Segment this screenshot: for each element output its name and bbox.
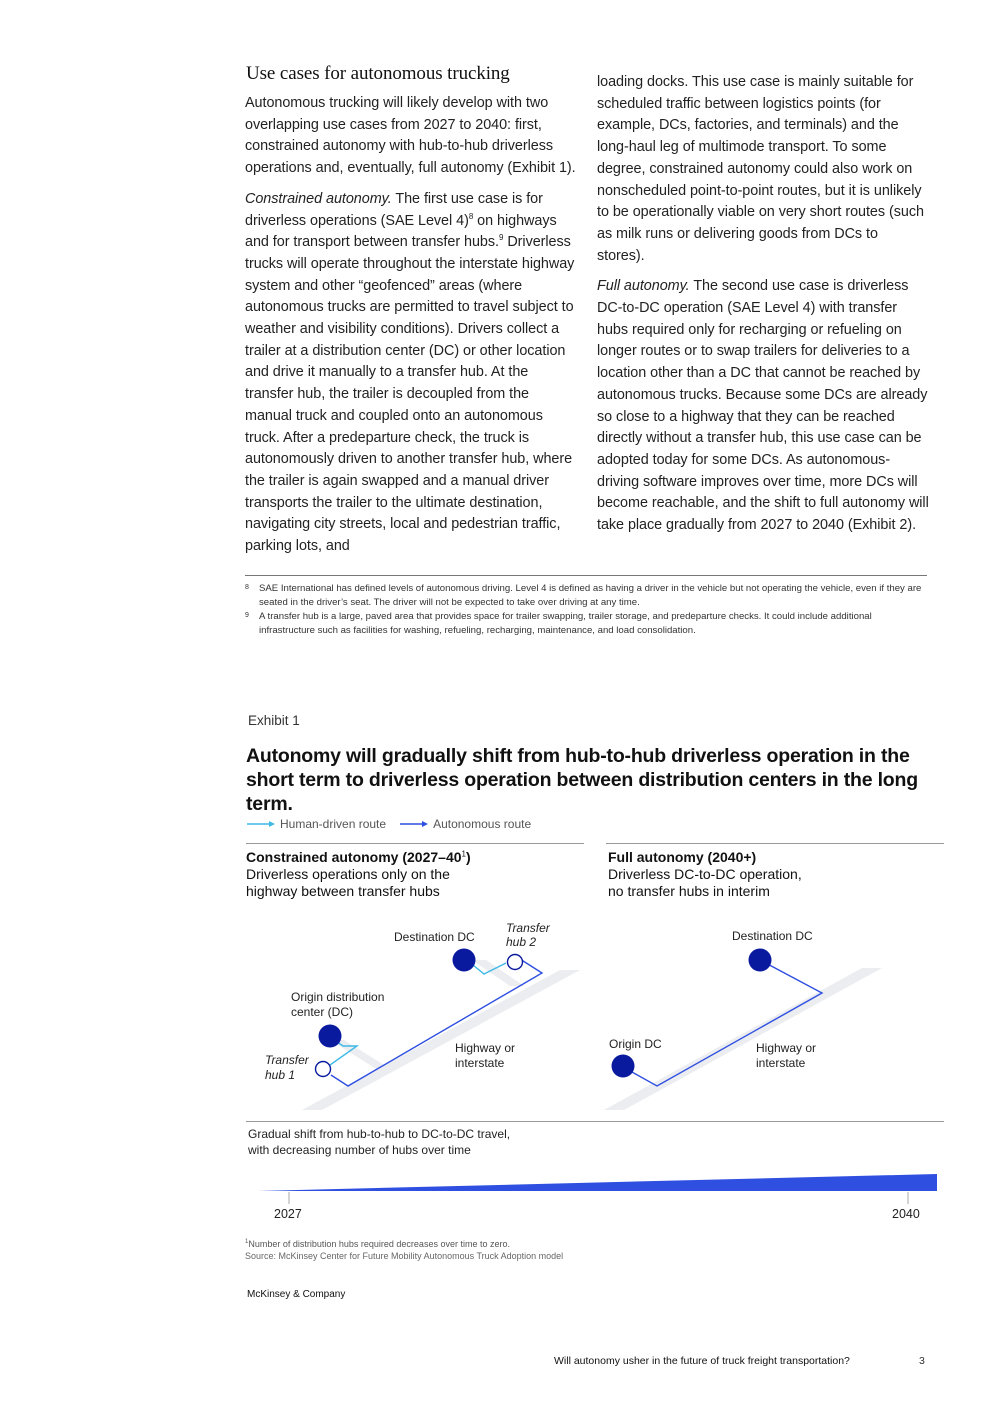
transfer-hub-1-node	[316, 1062, 331, 1077]
exhibit-notes	[245, 1239, 563, 1262]
lead-full-autonomy: Full autonomy.	[597, 278, 690, 295]
right-panel-title: Full autonomy (2040+)	[608, 849, 757, 865]
lead-constrained: Constrained autonomy.	[245, 190, 392, 207]
page-number: 3	[919, 1355, 925, 1367]
legend-autonomous-label: Autonomous route	[433, 817, 532, 831]
shift-wedge-shape	[258, 1174, 937, 1191]
text-column-left	[245, 93, 579, 567]
brand-name: McKinsey & Company	[247, 1289, 346, 1300]
note-text: Number of distribution hubs required decreases over time to zero.	[248, 1239, 510, 1249]
highway-label-line1: Highway or	[455, 1041, 516, 1055]
legend-autonomous-route	[400, 817, 531, 831]
origin-dc-label-line1: Origin distribution	[291, 990, 385, 1004]
text-column-right	[597, 72, 929, 546]
left-panel-title-close: )	[465, 849, 471, 865]
highway-label-line2: interstate	[756, 1056, 806, 1070]
paragraph-text: on highways and for transport between transfer hubs.	[245, 212, 557, 251]
left-panel-title	[246, 849, 471, 866]
footnote-8	[245, 582, 927, 610]
paragraph-constrained	[245, 189, 579, 558]
transfer-hub-2-label-line1: Transfer	[506, 921, 550, 935]
highway-label-line2: interstate	[455, 1056, 505, 1070]
note-line	[245, 1239, 563, 1251]
shift-wedge	[250, 1168, 944, 1208]
right-panel-subtitle-1: Driverless DC-to-DC operation,	[608, 866, 802, 882]
footnote-divider	[245, 575, 927, 576]
left-panel-divider	[246, 843, 584, 844]
transfer-hub-1-label-line1: Transfer	[265, 1053, 309, 1067]
shift-description-line1: Gradual shift from hub-to-hub to DC-to-DC travel,	[248, 1127, 511, 1141]
footnote-text: SAE International has defined levels of autonomous driving. Level 4 is defined as having a driver in the vehicle but not operating the vehicle, even if they are seated in the driver’s seat. The driver will not be expected to take over driving at any time.	[259, 583, 922, 608]
right-panel-divider	[606, 843, 944, 844]
exhibit-title: Autonomy will gradually shift from hub-to-hub driverless operation in the short term to driverless operation between distribution centers in the long term.	[246, 745, 918, 815]
right-panel-subtitle-2: no transfer hubs in interim	[608, 883, 770, 899]
footnotes	[245, 582, 927, 638]
footnote-number: 8	[245, 584, 249, 591]
left-panel-subtitle-2: highway between transfer hubs	[246, 883, 440, 899]
origin-dc-node	[319, 1025, 342, 1048]
transfer-hub-2-label-line2: hub 2	[506, 935, 537, 949]
transfer-hub-2-node	[508, 955, 523, 970]
exhibit-label: Exhibit 1	[248, 713, 300, 728]
left-panel-title-text: Constrained autonomy (2027–40	[246, 849, 462, 865]
paragraph-text: Driverless trucks will operate throughout the interstate highway system and other “geofenced” areas (where autonomous trucks are permitted to travel subject to weather and visibility conditions). Drivers collect a trailer at a distribution center (DC) or other location and drive it manually to a transfer hub. At the transfer hub, the trailer is decoupled from the manual truck and coupled onto an autonomous truck. After a predeparture check, the truck is autonomously driven to another transfer hub, where the trailer is again swapped and a manual driver transports the trailer to the ultimate destination, navigating city streets, local and pedestrian traffic, parking lots, and	[245, 234, 575, 555]
origin-dc-label: Origin DC	[609, 1037, 662, 1051]
paragraph-intro: Autonomous trucking will likely develop with two overlapping use cases from 2027 to 2040: first, constrained autonomy with hub-to-hub driverless operations and, eventually, full autonomy (Exhibit 1).	[245, 95, 576, 177]
paragraph-text: The second use case is driverless DC-to-DC operation (SAE Level 4) with transfer hubs required only for recharging or refueling on longer routes or to swap trailers for deliveries to a location other than a DC that cannot be reached by autonomous trucks. Because some DCs are already so close to a highway that they can be reached directly without a transfer hub, this use case can be adopted today for some DCs. As autonomous-driving software improves over time, more DCs will become reachable, and the shift to full autonomy will take place gradually from 2027 to 2040 (Exhibit 2).	[597, 278, 929, 534]
autonomous-route-arrow-icon	[400, 820, 428, 828]
left-panel-subtitle-1: Driverless operations only on the	[246, 866, 450, 882]
running-title: Will autonomy usher in the future of truck freight transportation?	[554, 1355, 850, 1367]
destination-dc-node	[453, 949, 476, 972]
destination-dc-label: Destination DC	[732, 929, 813, 943]
source-line: Source: McKinsey Center for Future Mobility Autonomous Truck Adoption model	[245, 1250, 564, 1261]
footnote-text: A transfer hub is a large, paved area that provides space for trailer swapping, trailer storage, and predeparture checks. It could include additional infrastructure such as facilities for washing, refueling, recharging, maintenance, and load consolidation.	[259, 611, 872, 636]
year-start-label: 2027	[274, 1207, 302, 1221]
year-end-label: 2040	[892, 1207, 920, 1221]
paragraph-full-autonomy	[597, 276, 929, 536]
shift-divider	[246, 1121, 944, 1122]
origin-dc-node	[612, 1055, 635, 1078]
legend	[247, 817, 545, 831]
legend-human-label: Human-driven route	[280, 817, 387, 831]
paragraph-continued: loading docks. This use case is mainly suitable for scheduled traffic between logistics points (for example, DCs, factories, and terminals) and the long-haul leg of multimode transport. To some degree, constrained autonomy could also work on nonscheduled point-to-point routes, but it is unlikely to be operationally viable on very short routes (such as milk runs or delivering goods from DCs to stores).	[597, 74, 924, 264]
footnote-number: 9	[245, 612, 249, 619]
footnote-ref-8[interactable]: 8	[468, 211, 474, 221]
transfer-hub-1-label-line2: hub 1	[265, 1068, 296, 1082]
destination-dc-label: Destination DC	[394, 930, 475, 944]
section-heading: Use cases for autonomous trucking	[246, 63, 510, 84]
left-panel-title-footnote: 1	[461, 849, 466, 859]
highway-label-line1: Highway or	[756, 1041, 817, 1055]
origin-dc-label-line2: center (DC)	[291, 1005, 354, 1019]
legend-human-route	[247, 817, 386, 831]
note-marker: 1	[245, 1239, 249, 1245]
paragraph-text: The first use case is for driverless operations (SAE Level 4)	[245, 190, 543, 229]
shift-description	[248, 1127, 510, 1158]
shift-description-line2: with decreasing number of hubs over time	[248, 1142, 471, 1157]
footnote-9	[245, 610, 927, 638]
human-route-arrow-icon	[247, 820, 275, 828]
destination-dc-node	[749, 949, 772, 972]
footnote-ref-9[interactable]: 9	[498, 233, 504, 243]
